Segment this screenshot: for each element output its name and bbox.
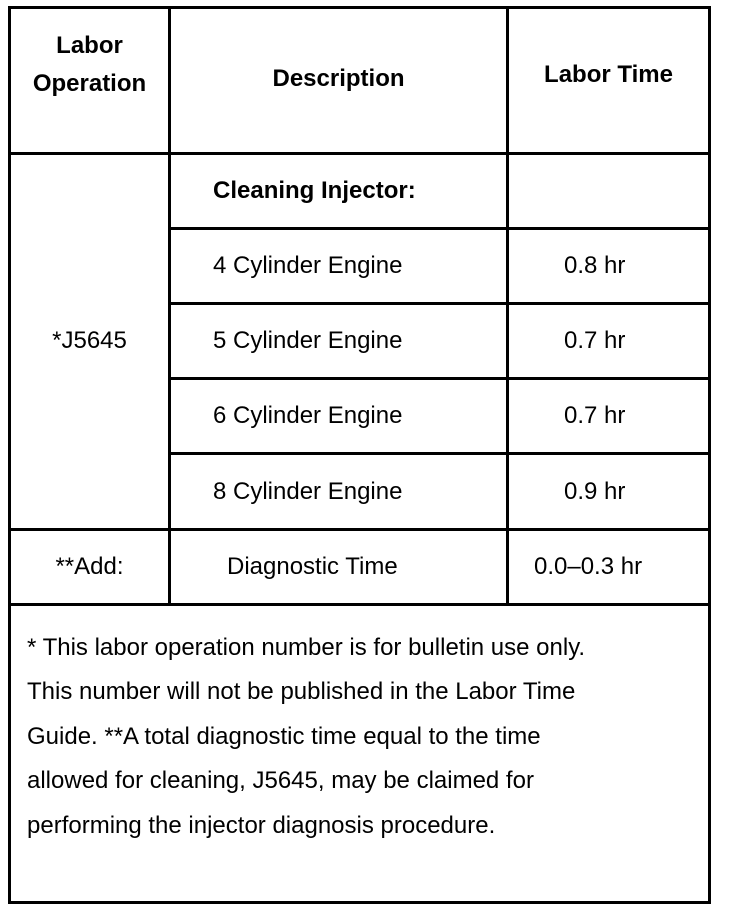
footnote-cell	[10, 604, 710, 902]
header-labor-operation-line2: Operation	[32, 70, 147, 97]
operation-code: *J5645	[10, 154, 170, 529]
add-time: 0.0–0.3 hr	[508, 529, 710, 604]
header-labor-time: Labor Time	[508, 8, 710, 154]
add-row	[10, 529, 710, 604]
section-title-row	[10, 154, 710, 229]
row-time: 0.7 hr	[508, 379, 710, 454]
header-labor-operation-line1: Labor	[56, 32, 123, 59]
header-description: Description	[170, 8, 508, 154]
section-title: Cleaning Injector:	[170, 154, 508, 229]
row-time: 0.8 hr	[508, 229, 710, 304]
section-title-time	[508, 154, 710, 229]
row-time: 0.9 hr	[508, 454, 710, 529]
row-time: 0.7 hr	[508, 304, 710, 379]
row-description: 6 Cylinder Engine	[170, 379, 508, 454]
table-header-row	[10, 8, 710, 154]
row-description: 4 Cylinder Engine	[170, 229, 508, 304]
footnote-text: * This labor operation number is for bulletin use only. This number will not be published in the Labor Time Guide. **A total diagnostic time equal to the time allowed for cleaning, J5645, may be claimed for performing the injector diagnosis procedure.	[27, 633, 586, 839]
add-description: Diagnostic Time	[170, 529, 508, 604]
row-description: 8 Cylinder Engine	[170, 454, 508, 529]
labor-time-table	[8, 6, 711, 904]
footnote-row	[10, 604, 710, 902]
row-description: 5 Cylinder Engine	[170, 304, 508, 379]
header-labor-operation	[10, 8, 170, 154]
add-label: **Add:	[10, 529, 170, 604]
